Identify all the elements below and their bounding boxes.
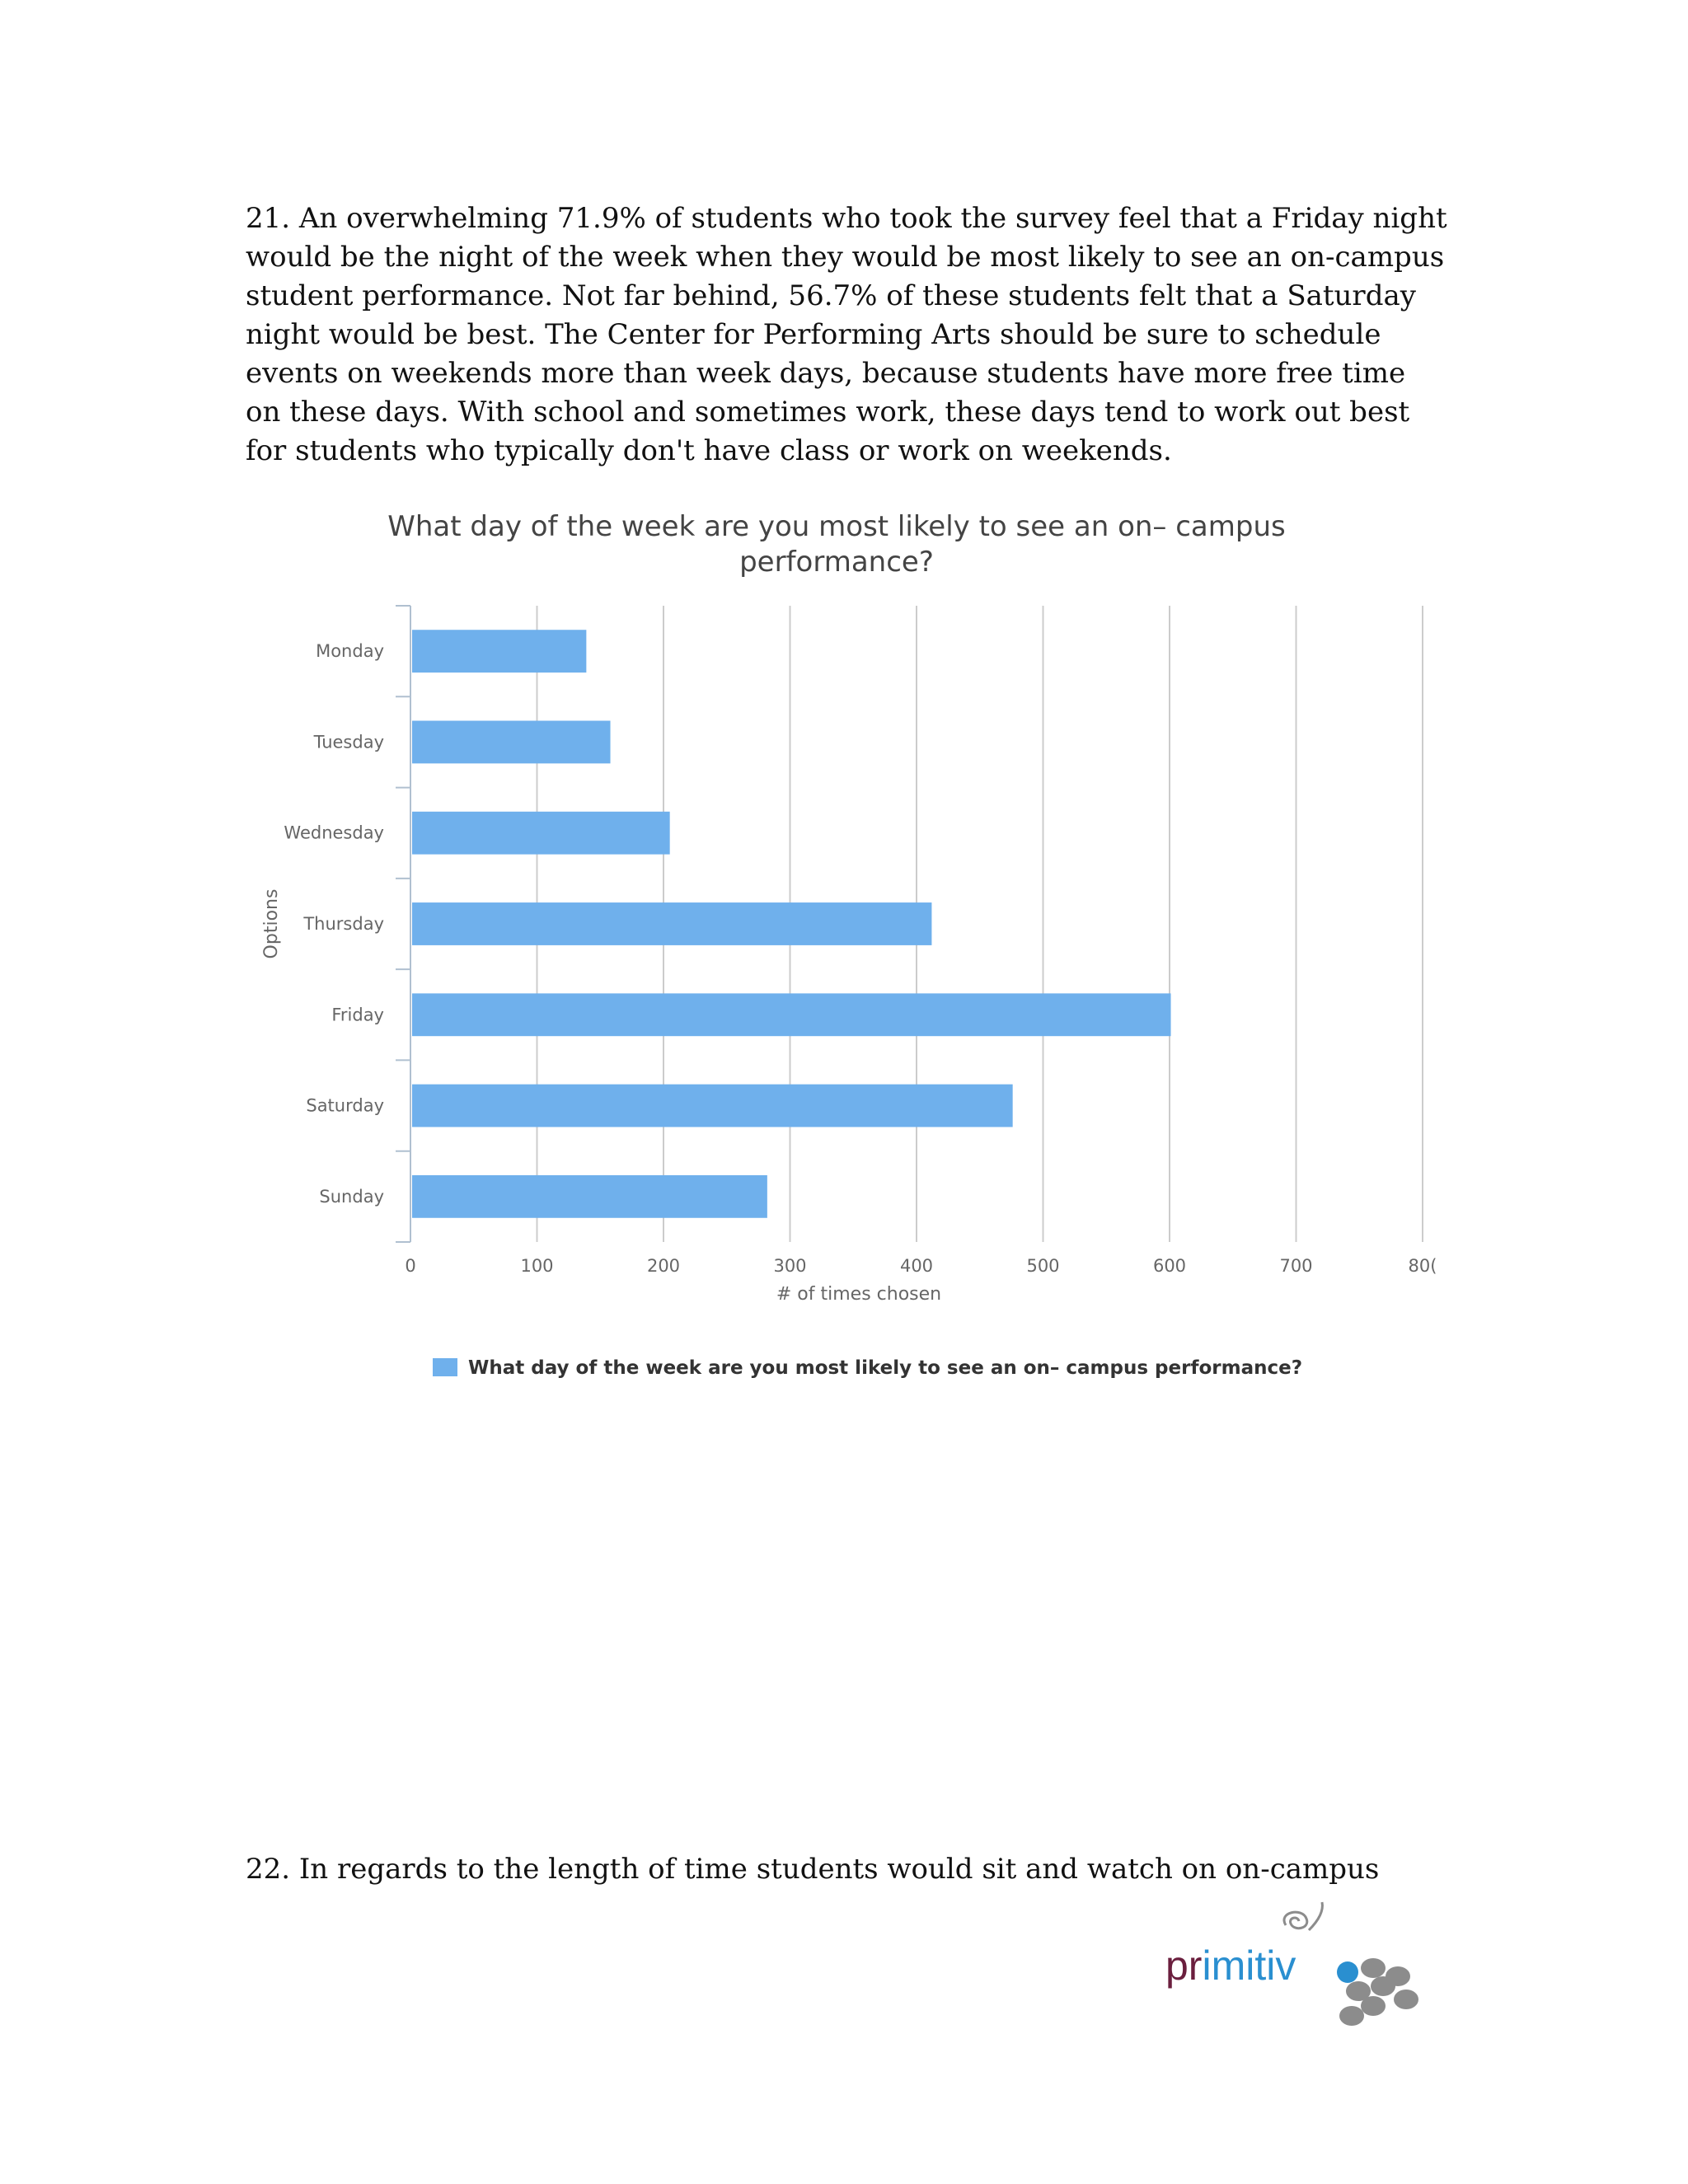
x-tick-label: 200 [646, 1256, 681, 1276]
y-tick-label: Saturday [306, 1095, 384, 1116]
paragraph-21: 21. An overwhelming 71.9% of students who took the survey feel that a Friday night would be the night of the week when they would be most likely to see an on-campus student performance. Not far behind, 56.7% of these students felt that a Saturday night would be best. The Center for Performing Arts should be sure to schedule events on weekends more than week days, because students have more free time on these days. With school and sometimes work, these days tend to work out best for students who typically don't have class or work on weekends. [246, 202, 1447, 467]
y-tick-label: Friday [331, 1005, 384, 1025]
x-tick-label: 700 [1279, 1256, 1313, 1276]
x-tick-label: 600 [1152, 1256, 1187, 1276]
x-axis-title: # of times chosen [776, 1284, 942, 1305]
y-axis-title: Options [261, 888, 282, 959]
y-tick-label: Tuesday [313, 732, 384, 752]
bar-chart [239, 494, 1442, 1401]
x-tick-label: 500 [1026, 1256, 1060, 1276]
bar-thursday [412, 902, 931, 945]
x-tick-label: 300 [773, 1256, 807, 1276]
legend-label: What day of the week are you most likely to see an on– campus performance? [468, 1357, 1303, 1379]
x-tick-label: 0 [405, 1256, 416, 1276]
bar-friday [412, 993, 1171, 1036]
x-tick-label: 100 [520, 1256, 554, 1276]
chart-title-line: performance? [739, 546, 934, 579]
logo-accent-dot [1337, 1961, 1358, 1983]
y-tick-label: Thursday [303, 914, 384, 934]
paragraph-22: 22. In regards to the length of time students would sit and watch on on-campus [246, 1853, 1380, 1886]
logo-dot [1339, 2006, 1364, 2026]
x-tick-label: 80( [1408, 1256, 1437, 1276]
y-tick-label: Monday [316, 641, 384, 662]
bar-wednesday [412, 812, 670, 855]
bar-monday [412, 630, 586, 673]
logo-dot [1361, 1996, 1386, 2016]
logo-dot [1361, 1958, 1386, 1978]
primitivo-logo [1162, 1896, 1442, 2036]
logo-stem-icon [1309, 1902, 1322, 1930]
x-tick-label: 400 [899, 1256, 934, 1276]
logo-text-suffix: imitiv [1202, 1943, 1296, 1989]
chart-svg [239, 494, 1442, 1401]
logo-text-prefix: pr [1165, 1943, 1203, 1989]
logo-swirl-icon [1284, 1912, 1307, 1929]
logo-text [1165, 1943, 1296, 1989]
bar-sunday [412, 1175, 767, 1218]
logo-dot [1371, 1976, 1395, 1996]
logo-dot [1394, 1990, 1418, 2009]
chart-title-line: What day of the week are you most likely to see an on– campus [387, 510, 1286, 543]
bar-saturday [412, 1085, 1013, 1127]
logo-grape-dots-icon [1337, 1958, 1418, 2026]
legend-swatch [433, 1358, 457, 1376]
bar-tuesday [412, 721, 611, 764]
y-tick-label: Sunday [319, 1186, 384, 1207]
y-tick-label: Wednesday [284, 823, 384, 843]
